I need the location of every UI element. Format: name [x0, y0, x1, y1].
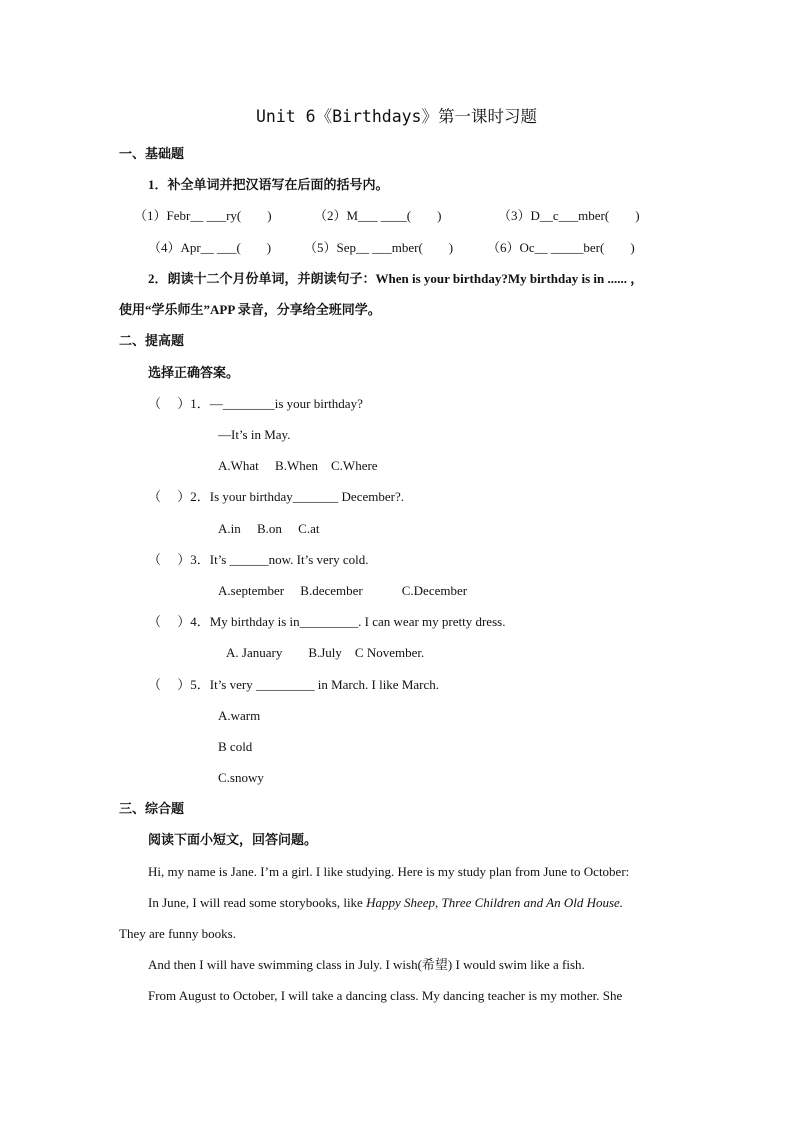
- mc-question-4-options: A. January B.July C November.: [226, 645, 425, 660]
- question-2-line-1: 2．朗读十二个月份单词，并朗读句子：When is your birthday?My birthday is in ...... ，: [148, 271, 644, 286]
- book-title-three-children: Three Children and An Old House.: [441, 895, 624, 910]
- mc-question-5-option-c: C.snowy: [218, 770, 264, 785]
- book-title-happy-sheep: Happy Sheep: [366, 895, 436, 910]
- passage-paragraph-1: Hi, my name is Jane. I’m a girl. I like studying. Here is my study plan from June to October:: [148, 864, 630, 879]
- mc-question-3-options: A.september B.december C.December: [218, 583, 468, 598]
- book-title-separator: ,: [435, 895, 442, 910]
- word-item-4: （4）Apr__ ___( ): [148, 240, 272, 255]
- choice-instruction: 选择正确答案。: [148, 365, 240, 380]
- section-heading-advanced: 二、提高题: [119, 333, 185, 348]
- mc-question-5-option-b: B cold: [218, 739, 253, 754]
- section-heading-basic: 一、基础题: [119, 146, 185, 161]
- passage-paragraph-2-text: In June, I will read some storybooks, like: [148, 895, 367, 910]
- mc-question-5-option-a: A.warm: [218, 708, 261, 723]
- passage-paragraph-2: [148, 895, 623, 911]
- mc-question-4: （ ）4．My birthday is in_________. I can wear my pretty dress.: [148, 614, 506, 629]
- mc-question-1-options: A.What B.When C.Where: [218, 458, 378, 473]
- word-item-2: （2）M___ ____( ): [314, 208, 442, 223]
- word-item-3: （3）D__c___mber( ): [498, 208, 640, 223]
- question-1-instruction: 1．补全单词并把汉语写在后面的括号内。: [148, 177, 389, 192]
- word-item-1: （1）Febr__ ___ry( ): [134, 208, 272, 223]
- reading-instruction: 阅读下面小短文，回答问题。: [148, 832, 318, 847]
- question-2-line-2: 使用“学乐师生”APP 录音，分享给全班同学。: [119, 302, 381, 317]
- mc-question-5: （ ）5．It’s very _________ in March. I like March.: [148, 677, 440, 692]
- section-heading-comprehensive: 三、综合题: [119, 801, 185, 816]
- passage-paragraph-2-continued: They are funny books.: [119, 926, 236, 941]
- passage-paragraph-3: And then I will have swimming class in July. I wish(希望) I would swim like a fish.: [148, 957, 585, 972]
- mc-question-1-answer-line: —It’s in May.: [218, 427, 291, 442]
- mc-question-3: （ ）3．It’s ______now. It’s very cold.: [148, 552, 369, 567]
- mc-question-2-options: A.in B.on C.at: [218, 521, 320, 536]
- mc-question-2: （ ）2．Is your birthday_______ December?.: [148, 489, 404, 504]
- page-title: Unit 6《Birthdays》第一课时习题: [255, 107, 537, 126]
- mc-question-1: （ ）1．—________is your birthday?: [148, 396, 363, 411]
- word-item-5: （5）Sep__ ___mber( ): [304, 240, 454, 255]
- passage-paragraph-4: From August to October, I will take a dancing class. My dancing teacher is my mother. She: [148, 988, 623, 1003]
- word-item-6: （6）Oc__ _____ber( ): [487, 240, 635, 255]
